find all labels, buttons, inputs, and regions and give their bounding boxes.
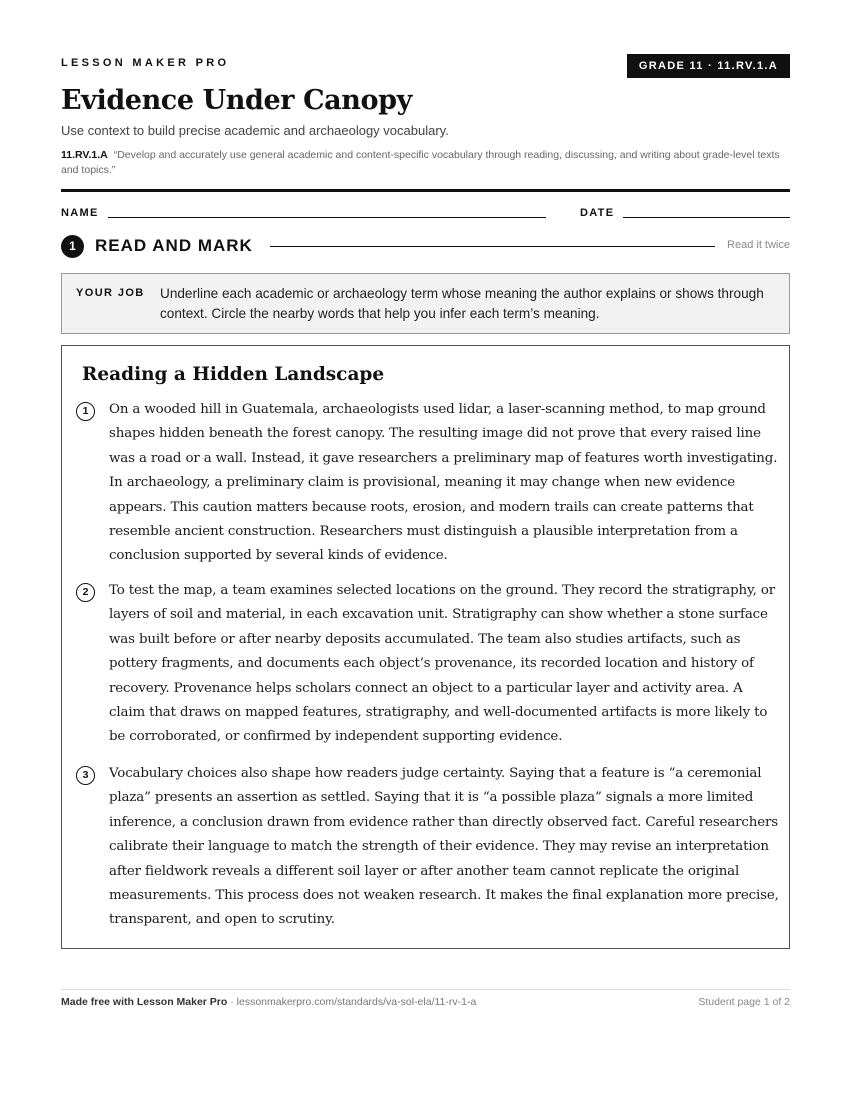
paragraph-text: On a wooded hill in Guatemala, archaeologists used lidar, a laser-scanning method, to map ground shapes hidden beneath the forest canopy. The resulting image did not prove that every raised line was a road or a wall. Instead, it gave researchers a preliminary map of features worth investigating. In archaeology, a preliminary claim is provisional, meaning it may change when new evidence appears. This caution matters because roots, erosion, and modern trails can create patterns that resemble ancient construction. Researchers must distinguish a plausible interpretation from a conclusion supported by several kinds of evidence. xyxy=(109,402,778,564)
instructions-label: YOUR JOB xyxy=(76,287,145,299)
footer-url[interactable]: lessonmakerpro.com/standards/va-sol-ela/11-rv-1-a xyxy=(236,996,477,1008)
name-field[interactable] xyxy=(108,217,546,218)
instructions-text: Underline each academic or archaeology term whose meaning the author explains or shows through context. Circle the nearby words that help you infer each term’s meaning. xyxy=(160,286,764,321)
grade-badge: GRADE 11 · 11.RV.1.A xyxy=(627,54,790,78)
paragraph-text: Vocabulary choices also shape how readers judge certainty. Saying that a feature is “a ceremonial plaza” presents an assertion as settled. Saying that it is “a possible plaza” signals a more limited inference, a conclusion drawn from evidence rather than directly observed fact. Careful researchers calibrate their language to match the strength of their evidence. They may revise an interpretation after fieldwork reveals a different soil layer or after another team cannot replicate the original measurements. This process does not weaken research. It makes the final explanation more precise, transparent, and open to scrutiny. xyxy=(109,766,779,928)
section-title: READ AND MARK xyxy=(95,236,253,255)
section-divider xyxy=(270,246,715,247)
standard-text: “Develop and accurately use general academic and content-specific vocabulary through reading, discussing, and writing about grade-level texts and topics.” xyxy=(61,149,780,176)
page-indicator: Student page 1 of 2 xyxy=(698,996,790,1008)
reading-passage xyxy=(61,345,790,949)
brand-name: LESSON MAKER PRO xyxy=(61,57,230,69)
section-number-badge: 1 xyxy=(61,235,84,258)
standard-description xyxy=(61,148,790,178)
footer-separator: · xyxy=(227,996,237,1008)
date-field[interactable] xyxy=(623,217,790,218)
standard-code: 11.RV.1.A xyxy=(61,149,108,161)
name-label: NAME xyxy=(61,207,99,219)
worksheet-page xyxy=(61,0,790,1100)
instructions-box xyxy=(61,273,790,334)
page-title: Evidence Under Canopy xyxy=(61,85,412,116)
footer-made-with: Made free with Lesson Maker Pro xyxy=(61,996,228,1008)
section-hint: Read it twice xyxy=(727,239,790,251)
paragraph-number: 1 xyxy=(76,402,95,421)
page-subtitle: Use context to build precise academic and archaeology vocabulary. xyxy=(61,123,449,138)
passage-title: Reading a Hidden Landscape xyxy=(82,364,385,385)
paragraph-number: 2 xyxy=(76,583,95,602)
paragraph-text: To test the map, a team examines selected locations on the ground. They record the stratigraphy, or layers of soil and material, in each excavation unit. Stratigraphy can show whether a stone surface was built before or after nearby deposits accumulated. The team also studies artifacts, such as pottery fragments, and documents each object’s provenance, its recorded location and history of recovery. Provenance helps scholars connect an object to a particular layer and activity area. A claim that draws on mapped features, stratigraphy, and well-documented artifacts is more likely to be corroborated, or confirmed by independent supporting evidence. xyxy=(109,583,775,745)
paragraph-number: 3 xyxy=(76,766,95,785)
footer-credit xyxy=(61,996,476,1008)
header-divider xyxy=(61,189,790,192)
date-label: DATE xyxy=(580,207,615,219)
footer-divider xyxy=(61,989,790,990)
